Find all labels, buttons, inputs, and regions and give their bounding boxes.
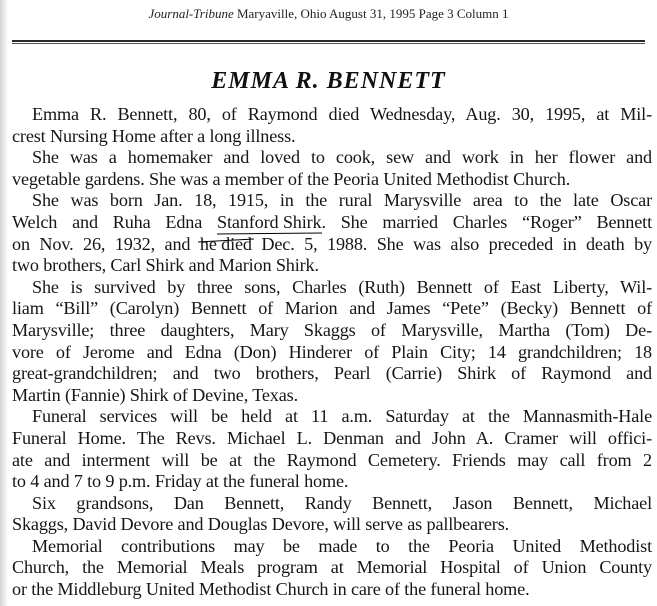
handwritten-underline-text [217, 212, 322, 234]
top-rule [12, 40, 645, 42]
text-line: great-grandchildren; and two brothers, Pearl (Carrie) Shirk of Raymond and [12, 363, 652, 384]
text-line: Skaggs, David Devore and Douglas Devore, will serve as pallbearers. [12, 514, 510, 535]
obituary-body [12, 104, 652, 601]
text-line: Memorial contributions may be made to the Peoria United Methodist [32, 535, 652, 556]
citation-details: Maryaville, Ohio August 31, 1995 Page 3 Column 1 [233, 6, 509, 21]
text-line: to 4 and 7 to 9 p.m. Friday at the funeral home. [12, 471, 349, 492]
text-line: She is survived by three sons, Charles (Ruth) Bennett of East Liberty, Wil- [32, 276, 652, 297]
top-rule-thin [12, 43, 645, 44]
text-line: Funeral services will be held at 11 a.m. Saturday at the Mannasmith-Hale [32, 406, 652, 427]
text-line: or the Middleburg United Methodist Church in care of the funeral home. [12, 579, 530, 600]
text-line: Church, the Memorial Meals program at Memorial Hospital of Union County [12, 557, 652, 578]
source-citation [0, 6, 657, 22]
text-line [12, 234, 652, 256]
text-segment: . She married Charles “Roger” Bennett [321, 211, 652, 232]
text-line: liam “Bill” (Carolyn) Bennett of Marion and James “Pete” (Becky) Bennett of [12, 298, 652, 319]
handwritten-strikethrough-text [200, 234, 252, 256]
text-segment: Dec. 5, 1988. She was also preceded in death by [251, 233, 652, 254]
text-line: crest Nursing Home after a long illness. [12, 125, 296, 146]
text-line: Martin (Fannie) Shirk of Devine, Texas. [12, 384, 299, 405]
text-line: She was a homemaker and loved to cook, sew and work in her flower and [32, 147, 652, 168]
text-line: Marysville; three daughters, Mary Skaggs of Marysville, Martha (Tom) De- [12, 319, 652, 340]
marked-text: he died [199, 233, 252, 254]
obituary-title: EMMA R. BENNETT [211, 68, 446, 94]
text-line: Emma R. Bennett, 80, of Raymond died Wednesday, Aug. 30, 1995, at Mil- [32, 104, 652, 124]
text-line [12, 212, 652, 234]
text-line: ate and interment will be at the Raymond Cemetery. Friends may call from 2 [12, 449, 652, 470]
text-line: vore of Jerome and Edna (Don) Hinderer of Plain City; 14 grandchildren; 18 [12, 341, 652, 362]
text-segment: Welch and Ruha Edna [12, 211, 217, 232]
marked-text: Stanford Shirk [216, 211, 322, 232]
text-line: Six grandsons, Dan Bennett, Randy Bennett, Jason Bennett, Michael [32, 492, 652, 513]
text-line: She was born Jan. 18, 1915, in the rural Marysville area to the late Oscar [32, 190, 652, 211]
text-segment: on Nov. 26, 1932, and [12, 233, 200, 254]
text-line: vegetable gardens. She was a member of the Peoria United Methodist Church. [12, 168, 571, 189]
text-line: two brothers, Carl Shirk and Marion Shirk. [12, 255, 319, 276]
publication-name: Journal-Tribune [148, 6, 234, 21]
text-line: Funeral Home. The Revs. Michael L. Denman and John A. Cramer will offici- [12, 427, 652, 448]
